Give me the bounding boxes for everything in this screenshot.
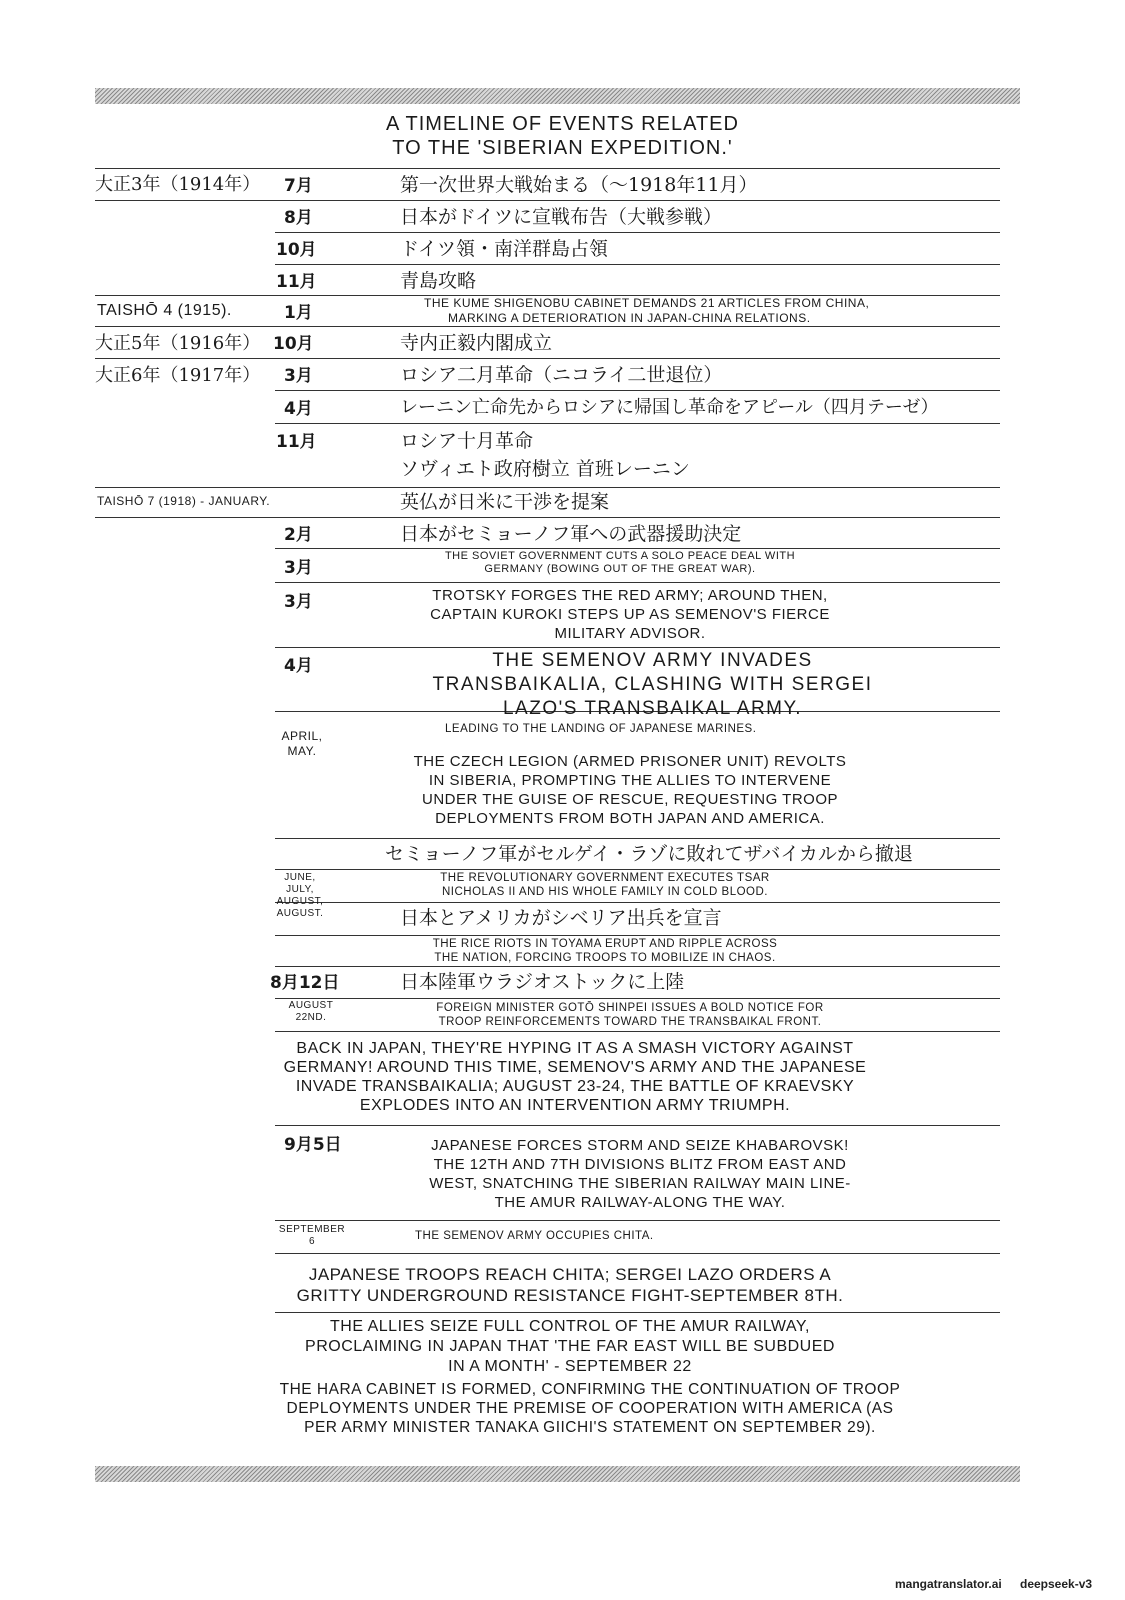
row-divider	[275, 966, 1000, 967]
month-label: 9月5日	[284, 1135, 342, 1155]
event-text: 日本がセミョーノフ軍への武器援助決定	[400, 523, 742, 545]
month-label: 3月	[284, 592, 313, 612]
row-divider	[95, 326, 1000, 327]
event-text: THE KUME SHIGENOBU CABINET DEMANDS 21 ARTICLES FROM CHINA,	[424, 296, 870, 310]
row-divider	[275, 902, 1000, 903]
event-text: THE SEMENOV ARMY OCCUPIES CHITA.	[415, 1230, 654, 1242]
row-divider	[275, 869, 1000, 870]
row-divider	[95, 517, 1000, 518]
row-divider	[275, 582, 1000, 583]
event-block: JAPANESE FORCES STORM AND SEIZE KHABAROVSK! THE 12TH AND 7TH DIVISIONS BLITZ FROM EAST AND WEST, SNATCHING THE SIBERIAN RAILWAY MAIN LINE- THE AMUR RAILWAY-ALONG THE WAY.	[429, 1137, 851, 1211]
month-label-april-may: APRIL, MAY.	[281, 729, 323, 758]
year-1914: 大正3年（1914年）	[95, 174, 261, 195]
page-title: A TIMELINE OF EVENTS RELATED TO THE 'SIBERIAN EXPEDITION.'	[386, 113, 739, 159]
month-label: 8月12日	[270, 973, 340, 993]
event-block: TROTSKY FORGES THE RED ARMY; AROUND THEN, CAPTAIN KUROKI STEPS UP AS SEMENOV'S FIERCE MILITARY ADVISOR.	[430, 587, 830, 642]
row-divider	[275, 548, 1000, 549]
event-text: 日本とアメリカがシベリア出兵を宣言	[400, 907, 722, 929]
bottom-hatch-bar	[95, 1466, 1020, 1482]
row-divider	[275, 1125, 1000, 1126]
event-block: JAPANESE TROOPS REACH CHITA; SERGEI LAZO ORDERS A GRITTY UNDERGROUND RESISTANCE FIGHT-SEPTEMBER 8TH.	[296, 1265, 844, 1305]
row-divider	[275, 423, 1000, 424]
row-divider	[275, 264, 1000, 265]
event-text: 日本がドイツに宣戦布告（大戦参戦）	[400, 206, 723, 228]
month-label-sep6: SEPTEMBER 6	[278, 1224, 346, 1247]
month-label: 4月	[284, 656, 313, 676]
event-block: THE RICE RIOTS IN TOYAMA ERUPT AND RIPPLE ACROSS THE NATION, FORCING TROOPS TO MOBILIZE IN CHAOS.	[432, 938, 778, 964]
event-text: 日本陸軍ウラジオストックに上陸	[400, 971, 685, 993]
year-1916: 大正5年（1916年）	[95, 333, 261, 354]
month-label: 11月	[276, 432, 317, 452]
year-1917: 大正6年（1917年）	[95, 365, 261, 386]
event-text: レーニン亡命先からロシアに帰国し革命をアピール（四月テーゼ）	[400, 397, 939, 418]
event-text: ソヴィエト政府樹立 首班レーニン	[400, 458, 690, 480]
event-text: ロシア二月革命（ニコライ二世退位）	[400, 364, 723, 386]
event-text: 英仏が日米に干渉を提案	[400, 491, 610, 513]
event-block: THE HARA CABINET IS FORMED, CONFIRMING THE CONTINUATION OF TROOP DEPLOYMENTS UNDER THE PREMISE OF COOPERATION WITH AMERICA (AS PER ARMY MINISTER TANAKA GIICHI'S STATEMENT ON SEPTEMBER 29).	[279, 1381, 901, 1436]
row-divider	[275, 1312, 1000, 1313]
event-block: THE REVOLUTIONARY GOVERNMENT EXECUTES TSAR NICHOLAS II AND HIS WHOLE FAMILY IN COLD BLOOD.	[440, 872, 770, 898]
event-text: MARKING A DETERIORATION IN JAPAN-CHINA RELATIONS.	[448, 311, 811, 325]
row-divider	[275, 647, 1000, 648]
row-divider	[95, 168, 1000, 169]
event-text: セミョーノフ軍がセルゲイ・ラゾに敗れてザバイカルから撤退	[385, 843, 913, 865]
month-label: 10月	[273, 334, 314, 354]
footer-model-label: deepseek-v3	[1020, 1577, 1093, 1591]
event-text: LEADING TO THE LANDING OF JAPANESE MARINES.	[445, 723, 757, 735]
row-divider	[95, 200, 1000, 201]
event-block: THE SOVIET GOVERNMENT CUTS A SOLO PEACE DEAL WITH GERMANY (BOWING OUT OF THE GREAT WAR).	[444, 550, 796, 575]
month-label: 10月	[276, 240, 317, 260]
event-text: 青島攻略	[400, 270, 477, 292]
month-label-aug22: AUGUST 22ND.	[288, 1000, 334, 1023]
month-label-jun-aug: JUNE, JULY, AUGUST, AUGUST.	[276, 872, 324, 919]
event-text: ロシア十月革命	[400, 430, 534, 452]
year-1918: TAISHŌ 7 (1918) - JANUARY.	[97, 494, 271, 508]
row-divider	[95, 487, 1000, 488]
row-divider	[275, 998, 1000, 999]
month-label: 7月	[284, 176, 313, 196]
event-block: BACK IN JAPAN, THEY'RE HYPING IT AS A SMASH VICTORY AGAINST GERMANY! AROUND THIS TIME, SEMENOV'S ARMY AND THE JAPANESE INVADE TRANSBAIKALIA; AUGUST 23-24, THE BATTLE OF KRAEVSKY EXPLODES INTO AN INTERVENTION ARMY TRIUMPH.	[283, 1040, 867, 1114]
row-divider	[275, 1220, 1000, 1221]
row-divider	[275, 232, 1000, 233]
event-block-highlight: THE SEMENOV ARMY INVADES TRANSBAIKALIA, CLASHING WITH SERGEI LAZO'S TRANSBAIKAL ARMY.	[432, 650, 873, 719]
row-divider	[275, 1253, 1000, 1254]
top-hatch-bar	[95, 88, 1020, 104]
row-divider	[275, 838, 1000, 839]
row-divider	[95, 358, 1000, 359]
event-text: ドイツ領・南洋群島占領	[400, 238, 609, 260]
month-label: 1月	[284, 303, 313, 323]
row-divider	[275, 935, 1000, 936]
month-label: 2月	[284, 525, 313, 545]
event-block: FOREIGN MINISTER GOTŌ SHINPEI ISSUES A BOLD NOTICE FOR TROOP REINFORCEMENTS TOWARD THE TRANSBAIKAL FRONT.	[436, 1002, 824, 1028]
row-divider	[275, 390, 1000, 391]
month-label: 4月	[284, 399, 313, 419]
month-label: 3月	[284, 366, 313, 386]
event-block: THE CZECH LEGION (ARMED PRISONER UNIT) REVOLTS IN SIBERIA, PROMPTING THE ALLIES TO INTERVENE UNDER THE GUISE OF RESCUE, REQUESTING TROOP DEPLOYMENTS FROM BOTH JAPAN AND AMERICA.	[413, 753, 847, 827]
month-label: 8月	[284, 208, 313, 228]
year-1915: TAISHŌ 4 (1915).	[97, 302, 232, 319]
row-divider	[275, 1031, 1000, 1032]
event-text: 第一次世界大戦始まる（〜1918年11月）	[400, 174, 758, 196]
month-label: 3月	[284, 558, 313, 578]
month-label: 11月	[276, 272, 317, 292]
event-text: 寺内正毅内閣成立	[400, 332, 553, 354]
event-block: THE ALLIES SEIZE FULL CONTROL OF THE AMUR RAILWAY, PROCLAIMING IN JAPAN THAT 'THE FAR EAST WILL BE SUBDUED IN A MONTH' - SEPTEMBER 22	[305, 1318, 835, 1375]
footer-site-label: mangatranslator.ai	[895, 1577, 1002, 1591]
